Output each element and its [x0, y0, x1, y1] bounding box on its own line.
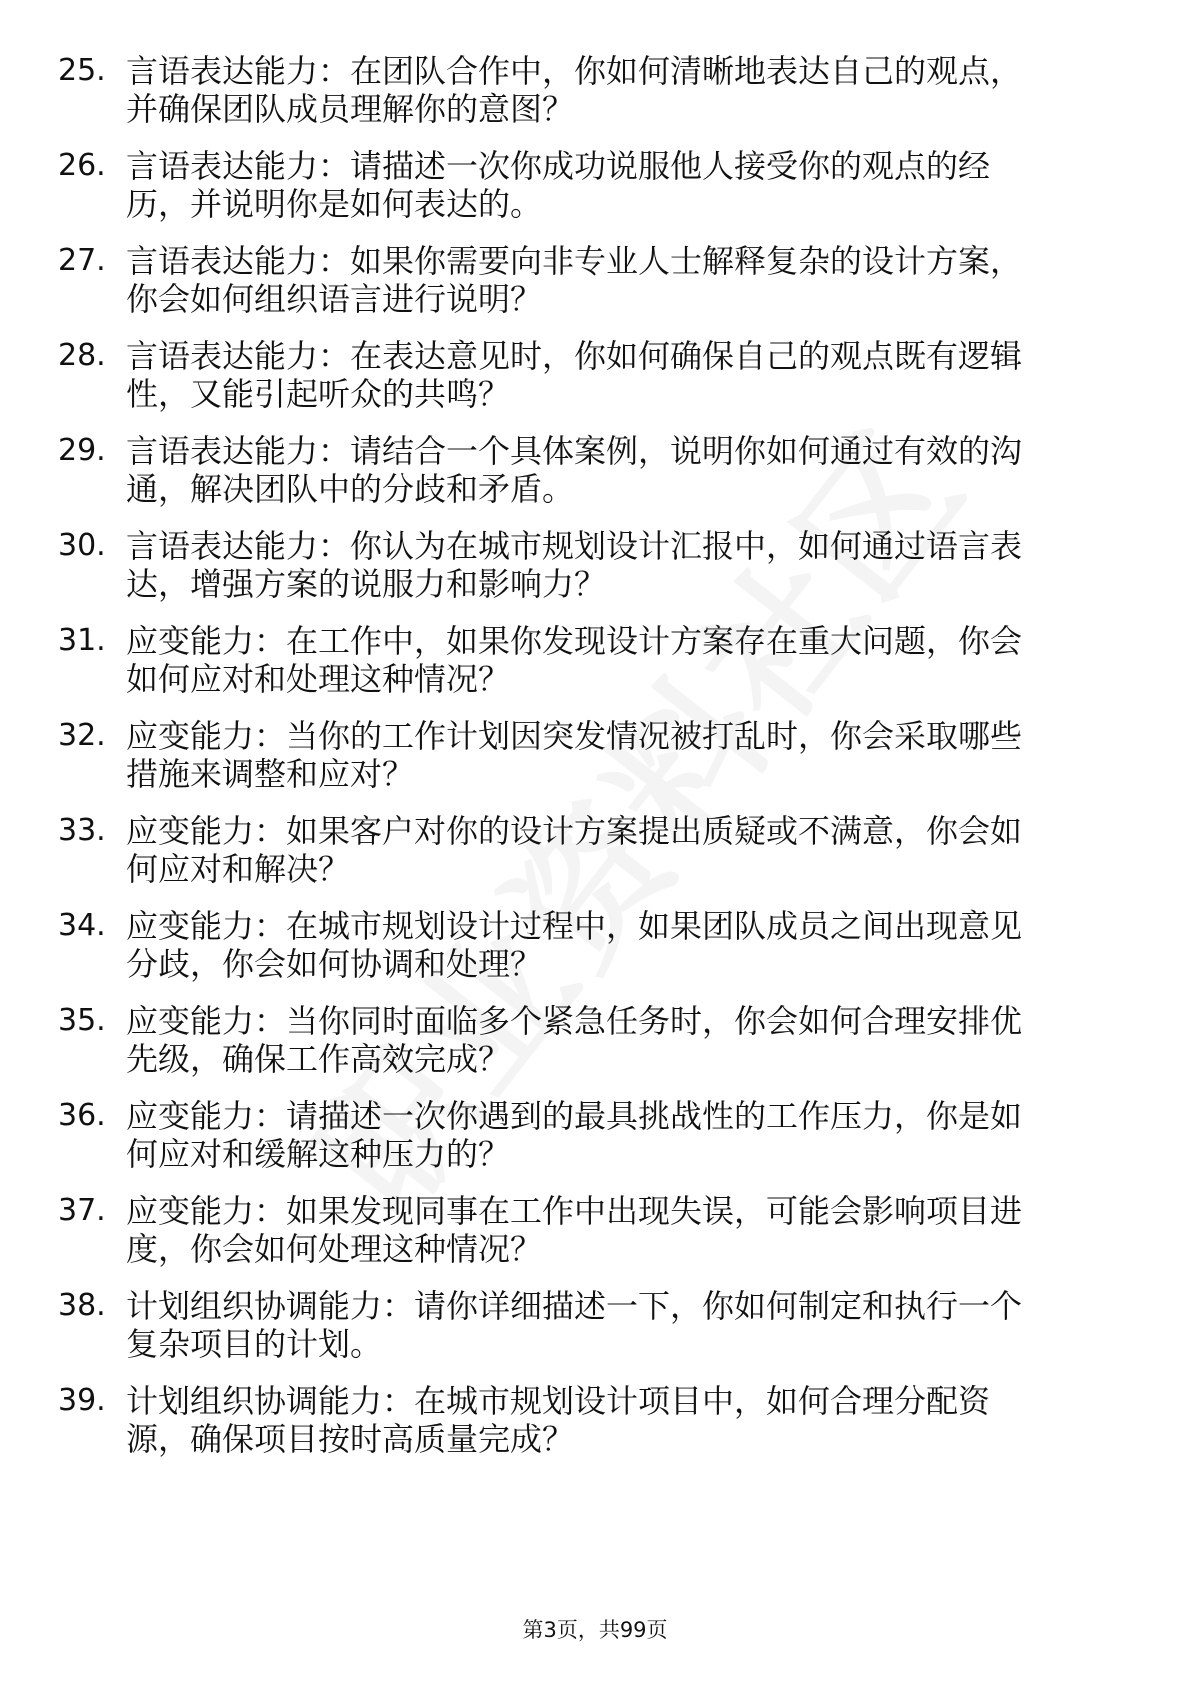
question-number: 35. — [58, 1003, 106, 1038]
question-item — [58, 717, 1118, 793]
question-text-line-1: 应变能力：请描述一次你遇到的最具挑战性的工作压力，你是如 — [126, 1097, 1023, 1135]
question-number: 27. — [58, 243, 106, 278]
question-text-line-2: 何应对和缓解这种压力的？ — [126, 1135, 511, 1173]
question-text-line-1: 言语表达能力：在表达意见时，你如何确保自己的观点既有逻辑 — [126, 337, 1023, 375]
question-text-line-2: 措施来调整和应对？ — [126, 755, 415, 793]
question-text-line-1: 计划组织协调能力：在城市规划设计项目中，如何合理分配资 — [126, 1382, 991, 1420]
question-text-line-1: 计划组织协调能力：请你详细描述一下，你如何制定和执行一个 — [126, 1287, 1023, 1325]
question-number: 34. — [58, 908, 106, 943]
question-text-line-2: 复杂项目的计划。 — [126, 1325, 383, 1363]
question-text-line-2: 何应对和解决？ — [126, 850, 351, 888]
question-item — [58, 1097, 1118, 1173]
question-item — [58, 52, 1118, 128]
question-number: 25. — [58, 53, 106, 88]
question-text-line-2: 你会如何组织语言进行说明？ — [126, 280, 543, 318]
question-item — [58, 812, 1118, 888]
question-number: 36. — [58, 1098, 106, 1133]
question-text-line-2: 并确保团队成员理解你的意图？ — [126, 90, 575, 128]
question-number: 33. — [58, 813, 106, 848]
question-item — [58, 1192, 1118, 1268]
question-item — [58, 432, 1118, 508]
question-number: 26. — [58, 148, 106, 183]
question-item — [58, 527, 1118, 603]
question-text-line-1: 应变能力：在城市规划设计过程中，如果团队成员之间出现意见 — [126, 907, 1023, 945]
question-item — [58, 907, 1118, 983]
question-text-line-1: 言语表达能力：请描述一次你成功说服他人接受你的观点的经 — [126, 147, 991, 185]
question-number: 28. — [58, 338, 106, 373]
question-item — [58, 622, 1118, 698]
question-number: 29. — [58, 433, 106, 468]
question-item — [58, 1002, 1118, 1078]
question-item — [58, 147, 1118, 223]
question-text-line-1: 言语表达能力：你认为在城市规划设计汇报中，如何通过语言表 — [126, 527, 1023, 565]
question-text-line-1: 应变能力：在工作中，如果你发现设计方案存在重大问题，你会 — [126, 622, 1023, 660]
question-text-line-2: 分歧，你会如何协调和处理？ — [126, 945, 543, 983]
question-number: 39. — [58, 1383, 106, 1418]
question-text-line-1: 应变能力：如果客户对你的设计方案提出质疑或不满意，你会如 — [126, 812, 1023, 850]
question-number: 31. — [58, 623, 106, 658]
question-number: 30. — [58, 528, 106, 563]
question-text-line-2: 性，又能引起听众的共鸣？ — [126, 375, 511, 413]
question-text-line-1: 言语表达能力：请结合一个具体案例，说明你如何通过有效的沟 — [126, 432, 1023, 470]
question-number: 32. — [58, 718, 106, 753]
question-text-line-2: 度，你会如何处理这种情况？ — [126, 1230, 543, 1268]
question-text-line-2: 如何应对和处理这种情况？ — [126, 660, 511, 698]
question-text-line-1: 应变能力：如果发现同事在工作中出现失误，可能会影响项目进 — [126, 1192, 1023, 1230]
question-item — [58, 1287, 1118, 1363]
question-text-line-2: 达，增强方案的说服力和影响力？ — [126, 565, 607, 603]
question-text-line-2: 历，并说明你是如何表达的。 — [126, 185, 543, 223]
question-item — [58, 242, 1118, 318]
question-text-line-1: 言语表达能力：在团队合作中，你如何清晰地表达自己的观点， — [126, 52, 1023, 90]
question-number: 37. — [58, 1193, 106, 1228]
question-text-line-2: 源，确保项目按时高质量完成？ — [126, 1420, 575, 1458]
question-text-line-1: 应变能力：当你同时面临多个紧急任务时，你会如何合理安排优 — [126, 1002, 1023, 1040]
question-text-line-1: 言语表达能力：如果你需要向非专业人士解释复杂的设计方案， — [126, 242, 1023, 280]
page-footer: 第3页，共99页 — [522, 1618, 668, 1642]
question-text-line-1: 应变能力：当你的工作计划因突发情况被打乱时，你会采取哪些 — [126, 717, 1023, 755]
question-item — [58, 337, 1118, 413]
question-number: 38. — [58, 1288, 106, 1323]
question-text-line-2: 通，解决团队中的分歧和矛盾。 — [126, 470, 575, 508]
question-item — [58, 1382, 1118, 1458]
question-text-line-2: 先级，确保工作高效完成？ — [126, 1040, 511, 1078]
